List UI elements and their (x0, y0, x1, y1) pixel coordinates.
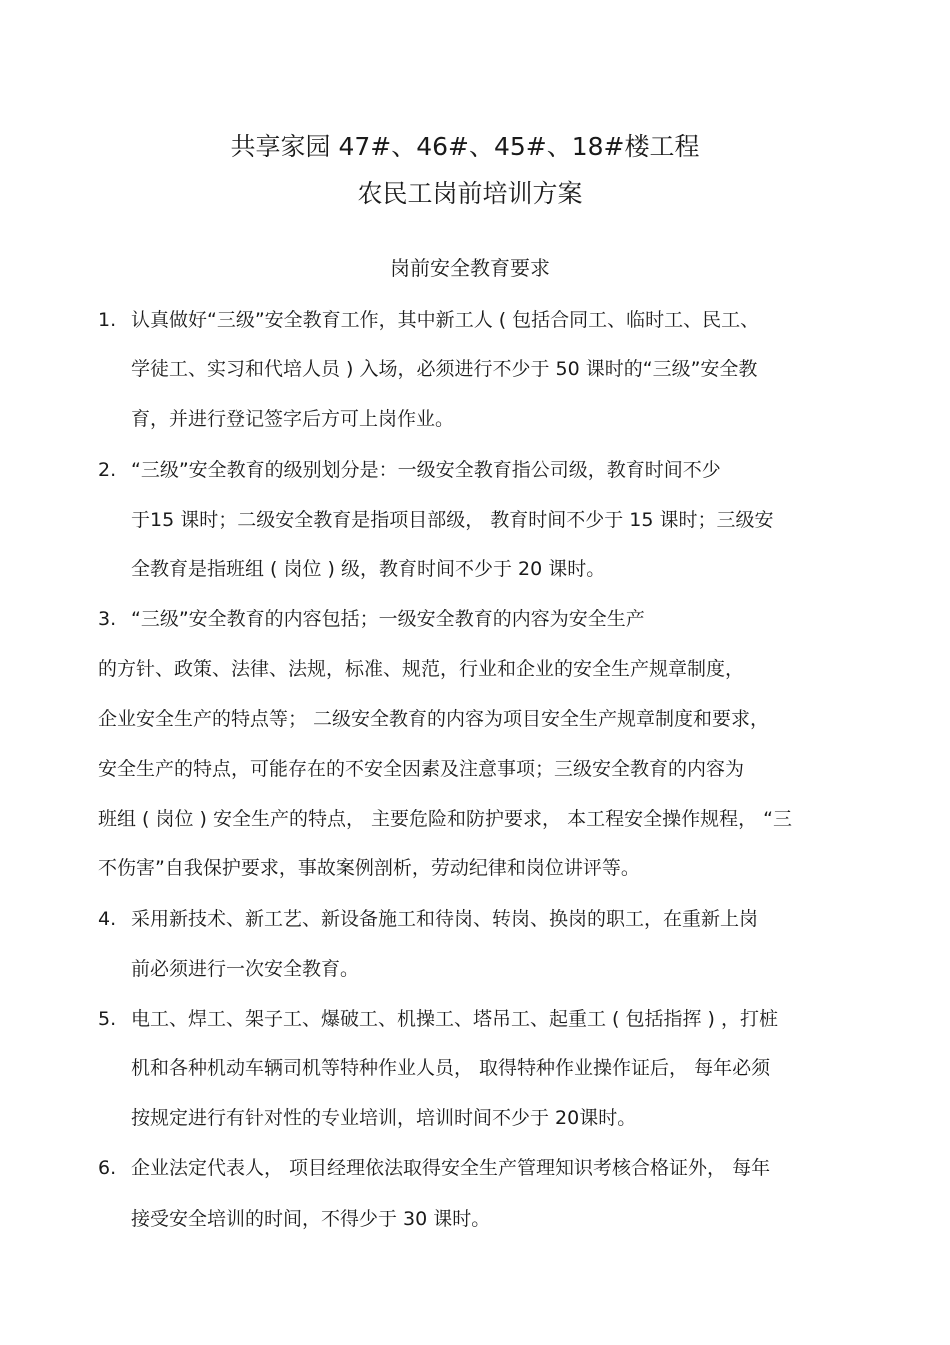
item-number-3: 3. (98, 608, 117, 630)
item-3-line-3: 企业安全生产的特点等； 二级安全教育的内容为项目安全生产规章制度和要求， (98, 708, 770, 730)
item-5-line-3: 按规定进行有针对性的专业培训，培训时间不少于 20课时。 (131, 1107, 637, 1129)
document-title-line2: 农民工岗前培训方案 (357, 179, 583, 208)
item-3-line-2: 的方针、政策、法律、法规，标准、规范，行业和企业的安全生产规章制度， (98, 658, 745, 680)
item-1-line-2: 学徒工、实习和代培人员 ) 入场，必须进行不少于 50 课时的“三级”安全教 (131, 358, 758, 380)
item-6-line-2: 接受安全培训的时间，不得少于 30 课时。 (131, 1208, 491, 1230)
item-6-line-1: 企业法定代表人， 项目经理依法取得安全生产管理知识考核合格证外， 每年 (131, 1157, 771, 1179)
item-number-5: 5. (98, 1008, 117, 1030)
item-5-line-2: 机和各种机动车辆司机等特种作业人员， 取得特种作业操作证后， 每年必须 (131, 1057, 771, 1079)
item-1-line-3: 育，并进行登记签字后方可上岗作业。 (131, 408, 455, 430)
item-number-1: 1. (98, 309, 117, 331)
item-4-line-2: 前必须进行一次安全教育。 (131, 958, 360, 980)
item-3-line-1: “三级”安全教育的内容包括；一级安全教育的内容为安全生产 (131, 608, 645, 630)
document-title-line1: 共享家园 47#、46#、45#、18#楼工程 (230, 132, 700, 161)
item-5-line-1: 电工、焊工、架子工、爆破工、机操工、塔吊工、起重工 ( 包括指挥 ) ，打桩 (131, 1008, 778, 1030)
item-2-line-1: “三级”安全教育的级别划分是：一级安全教育指公司级，教育时间不少 (131, 459, 721, 481)
item-number-2: 2. (98, 459, 117, 481)
item-2-line-3: 全教育是指班组 ( 岗位 ) 级，教育时间不少于 20 课时。 (131, 558, 606, 580)
item-3-line-5: 班组 ( 岗位 ) 安全生产的特点， 主要危险和防护要求， 本工程安全操作规程， “三 (98, 808, 792, 830)
item-4-line-1: 采用新技术、新工艺、新设备施工和待岗、转岗、换岗的职工，在重新上岗 (131, 908, 759, 930)
section-heading: 岗前安全教育要求 (390, 256, 550, 280)
item-number-4: 4. (98, 908, 117, 930)
item-3-line-4: 安全生产的特点，可能存在的不安全因素及注意事项；三级安全教育的内容为 (98, 758, 745, 780)
item-2-line-2: 于15 课时；二级安全教育是指项目部级， 教育时间不少于 15 课时；三级安 (131, 509, 774, 531)
item-number-6: 6. (98, 1157, 117, 1179)
item-3-line-6: 不伤害”自我保护要求，事故案例剖析，劳动纪律和岗位讲评等。 (98, 857, 640, 879)
item-1-line-1: 认真做好“三级”安全教育工作，其中新工人 ( 包括合同工、临时工、民工、 (131, 309, 760, 331)
